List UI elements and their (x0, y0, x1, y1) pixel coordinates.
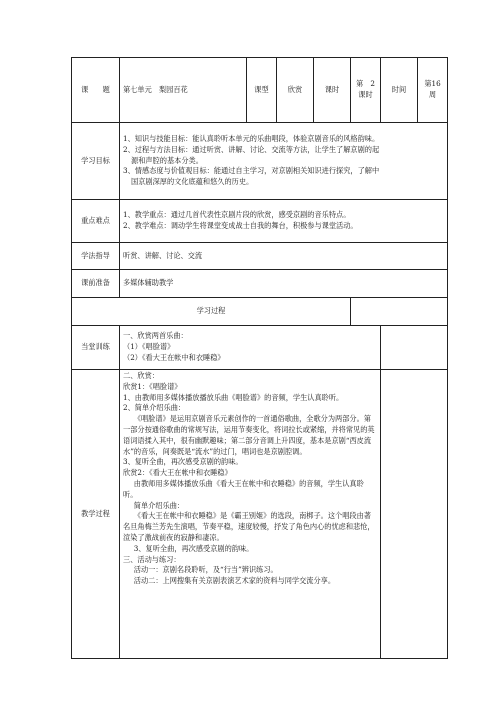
teaching-line: 由教师用多媒体播放乐曲《看大王在帐中和衣睡稳》的音频，学生认真聆听。 (123, 478, 364, 499)
teaching-label: 教学过程 (72, 370, 120, 659)
training-content (120, 326, 381, 370)
lesson-plan-table (71, 57, 448, 659)
type-value: 欣赏 (277, 58, 314, 123)
teaching-paragraph: 《唱脸谱》是运用京剧音乐元素创作的一首通俗歌曲，全歌分为两部分。第一部分按通俗歌曲的常规写法，运用节奏变化，将词拉长或紧缩，并将常见的英语词语揉入其中，很有幽默趣味；第二部分音调上升四度，基本是京剧“西皮流水”的音乐，间奏既是“流水”的过门，唱词也是京剧腔调。 (123, 414, 375, 456)
training-blank (381, 326, 448, 370)
key-points-content (120, 200, 448, 243)
method-row (72, 243, 448, 270)
week-value-line2: 周 (428, 90, 437, 99)
teaching-line: 三、活动与练习： (123, 554, 181, 564)
teaching-paragraph: 《看大王在帐中和衣睡稳》是《霸王别姬》的选段，南梆子。这个唱段由著名旦角梅兰芳先生演唱，节奏平稳，速度较慢，抒发了角色内心的忧虑和悲怆，渲染了激战前夜的寂静和凄凉。 (123, 511, 375, 542)
topic-label: 课 题 (72, 58, 120, 123)
week-value-line1: 第16 (424, 79, 441, 89)
time-label: 时间 (381, 58, 418, 123)
teaching-blank (381, 370, 448, 659)
process-title-blank (351, 298, 448, 326)
prep-label: 课前准备 (72, 270, 120, 298)
teaching-line: 简单介绍乐曲： (133, 500, 185, 510)
process-title: 学习过程 (72, 298, 351, 326)
objective-line: 国京剧深厚的文化底蕴和悠久的历史。 (131, 177, 254, 187)
teaching-line: 1、由教师用多媒体播放播放乐曲《唱脸谱》的音频，学生认真聆听。 (123, 392, 344, 402)
training-line: （1）《唱脸谱》 (123, 342, 175, 352)
objective-line: 源和声腔的基本分类。 (131, 155, 203, 165)
training-line: （2）《看大王在帐中和衣睡稳》 (123, 352, 225, 362)
method-value: 听赏、讲解、讨论、交流 (120, 243, 448, 270)
training-line: 一、欣赏两首乐曲： (123, 331, 188, 341)
hours-value (351, 58, 381, 123)
objectives-label: 学习目标 (72, 123, 120, 200)
objectives-content (120, 123, 448, 200)
teaching-line: 2、简单介绍乐曲： (123, 403, 186, 413)
topic-value: 第七单元 梨园百花 (120, 58, 247, 123)
teaching-line: 3、复听全曲，再次感受京剧的韵味。 (133, 543, 254, 553)
hours-value-line2: 课时 (358, 90, 373, 99)
prep-value: 多媒体辅助教学 (120, 270, 448, 298)
week-value (418, 58, 448, 123)
training-label: 当堂训练 (72, 326, 120, 370)
teaching-content (120, 370, 381, 659)
key-point-line: 2、教学难点：调动学生将课堂变成战士自我的舞台，积极参与课堂活动。 (123, 221, 358, 230)
teaching-line: 二、欣赏： (123, 371, 159, 380)
key-point-line: 1、教学重点：通过几首代表性京剧片段的欣赏，感受京剧的音乐特点。 (123, 210, 351, 220)
hours-label: 课时 (314, 58, 351, 123)
teaching-row (72, 370, 448, 659)
header-row (72, 58, 448, 123)
type-label: 课型 (247, 58, 277, 123)
hours-value-line1: 第 2 (356, 79, 375, 89)
objective-line: 2、过程与方法目标：通过听赏、讲解、讨论、交流等方法，让学生了解京剧的起 (123, 144, 380, 154)
prep-row (72, 270, 448, 298)
key-points-label: 重点难点 (72, 200, 120, 243)
teaching-line: 欣赏1：《唱脸谱》 (123, 381, 182, 391)
teaching-line: 3、复听全曲，再次感受京剧的韵味。 (123, 457, 243, 467)
teaching-line: 欣赏2：《看大王在帐中和衣睡稳》 (123, 468, 232, 478)
process-title-row (72, 298, 448, 326)
key-points-row (72, 200, 448, 243)
objective-line: 1、知识与技能目标：能认真聆听本单元的乐曲唱段，体验京剧音乐的风格韵味。 (123, 134, 380, 143)
objectives-row (72, 123, 448, 200)
objective-line: 3、情感态度与价值观目标：能通过自主学习，对京剧相关知识进行探究，了解中 (123, 166, 380, 176)
training-row (72, 326, 448, 370)
teaching-line: 活动一：京剧名段聆听，及“行当”辨识练习。 (133, 565, 278, 575)
method-label: 学法指导 (72, 243, 120, 270)
teaching-line: 活动二：上网搜集有关京剧表演艺术家的资料与同学交流分享。 (133, 576, 336, 586)
